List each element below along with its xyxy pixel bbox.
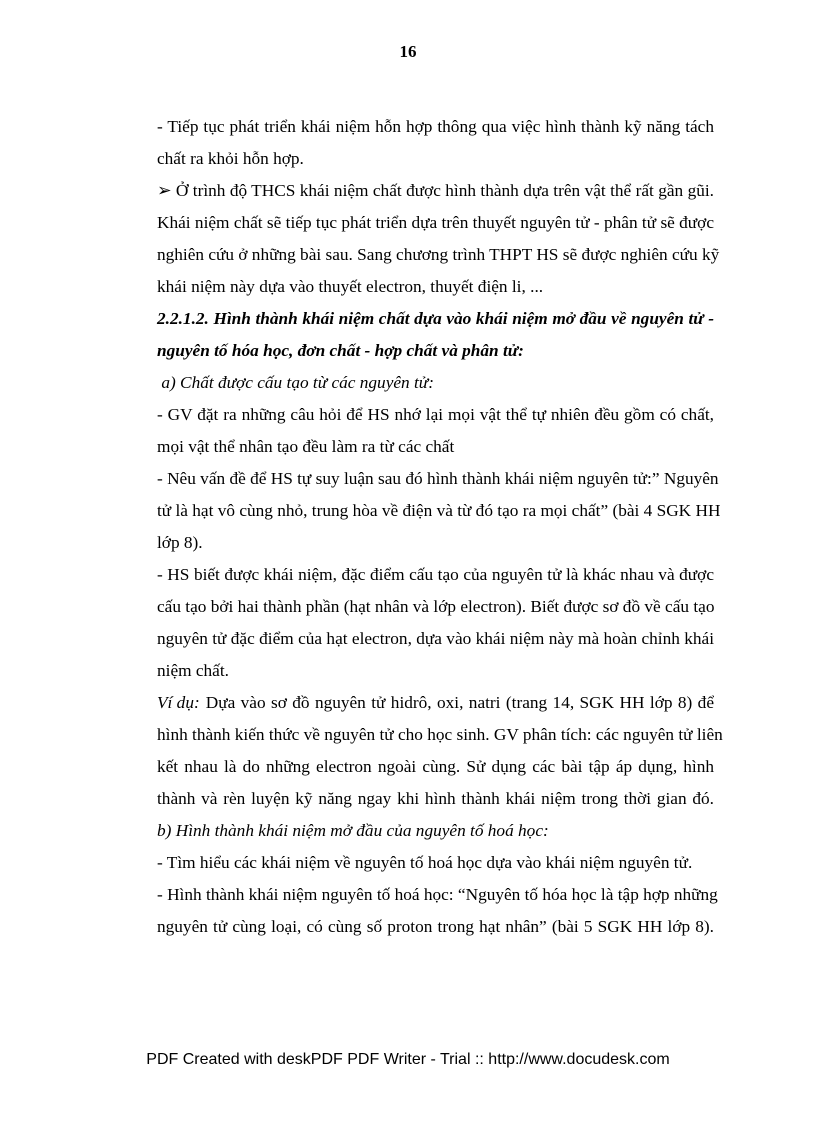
section-heading: 2.2.1.2. Hình thành khái niệm chất dựa vào khái niệm mở đầu về nguyên tử - [157, 309, 714, 328]
paragraph-line: tử là hạt vô cùng nhỏ, trung hòa về điện và từ đó tạo ra mọi chất” (bài 4 SGK HH [157, 501, 721, 520]
paragraph-line: nguyên tử đặc điểm của hạt electron, dựa vào khái niệm này mà hoàn chỉnh khái [157, 629, 714, 648]
subsection-heading: a) Chất được cấu tạo từ các nguyên tử: [157, 373, 434, 392]
pdf-watermark-footer: PDF Created with deskPDF PDF Writer - Trial :: http://www.docudesk.com [146, 1051, 670, 1068]
paragraph-line: - HS biết được khái niệm, đặc điểm cấu tạo của nguyên tử là khác nhau và được [157, 565, 714, 584]
paragraph-line: nguyên tử cùng loại, có cùng số proton trong hạt nhân” (bài 5 SGK HH lớp 8). [157, 917, 714, 936]
section-heading: nguyên tố hóa học, đơn chất - hợp chất và phân tử: [157, 341, 524, 360]
paragraph-line: - GV đặt ra những câu hỏi để HS nhớ lại mọi vật thể tự nhiên đều gồm có chất, [157, 405, 714, 424]
paragraph-line: cấu tạo bởi hai thành phần (hạt nhân và lớp electron). Biết được sơ đồ về cấu tạo [157, 597, 715, 616]
example-text: Dựa vào sơ đồ nguyên tử hidrô, oxi, natri (trang 14, SGK HH lớp 8) để [205, 693, 714, 712]
paragraph-line: - Tiếp tục phát triển khái niệm hỗn hợp thông qua việc hình thành kỹ năng tách [157, 117, 714, 136]
paragraph-line: thành và rèn luyện kỹ năng ngay khi hình thành khái niệm trong thời gian đó. [157, 789, 714, 808]
paragraph-line: nghiên cứu ở những bài sau. Sang chương trình THPT HS sẽ được nghiên cứu kỹ [157, 245, 720, 264]
page-number: 16 [399, 42, 417, 61]
paragraph-line: kết nhau là do những electron ngoài cùng. Sử dụng các bài tập áp dụng, hình [157, 757, 714, 776]
paragraph-line: - Tìm hiểu các khái niệm về nguyên tố hoá học dựa vào khái niệm nguyên tử. [157, 853, 693, 872]
paragraph-line: mọi vật thể nhân tạo đều làm ra từ các chất [157, 437, 455, 456]
paragraph-line: - Hình thành khái niệm nguyên tố hoá học: “Nguyên tố hóa học là tập hợp những [157, 885, 718, 904]
example-label: Ví dụ: [157, 693, 200, 712]
paragraph-line: khái niệm này dựa vào thuyết electron, thuyết điện li, ... [157, 277, 544, 296]
paragraph-line: - Nêu vấn đề để HS tự suy luận sau đó hình thành khái niệm nguyên tử:” Nguyên [157, 469, 719, 488]
paragraph-line: chất ra khỏi hỗn hợp. [157, 149, 304, 168]
paragraph-line: niệm chất. [157, 661, 229, 680]
paragraph-line: ➢ Ở trình độ THCS khái niệm chất được hình thành dựa trên vật thể rất gần gũi. [157, 181, 714, 200]
paragraph-line: lớp 8). [157, 533, 203, 552]
paragraph-line: Khái niệm chất sẽ tiếp tục phát triển dựa trên thuyết nguyên tử - phân tử sẽ được [157, 213, 714, 232]
paragraph-line: hình thành kiến thức về nguyên tử cho học sinh. GV phân tích: các nguyên tử liên [157, 725, 723, 744]
subsection-heading: b) Hình thành khái niệm mở đầu của nguyên tố hoá học: [157, 821, 549, 840]
example-line [157, 692, 714, 714]
